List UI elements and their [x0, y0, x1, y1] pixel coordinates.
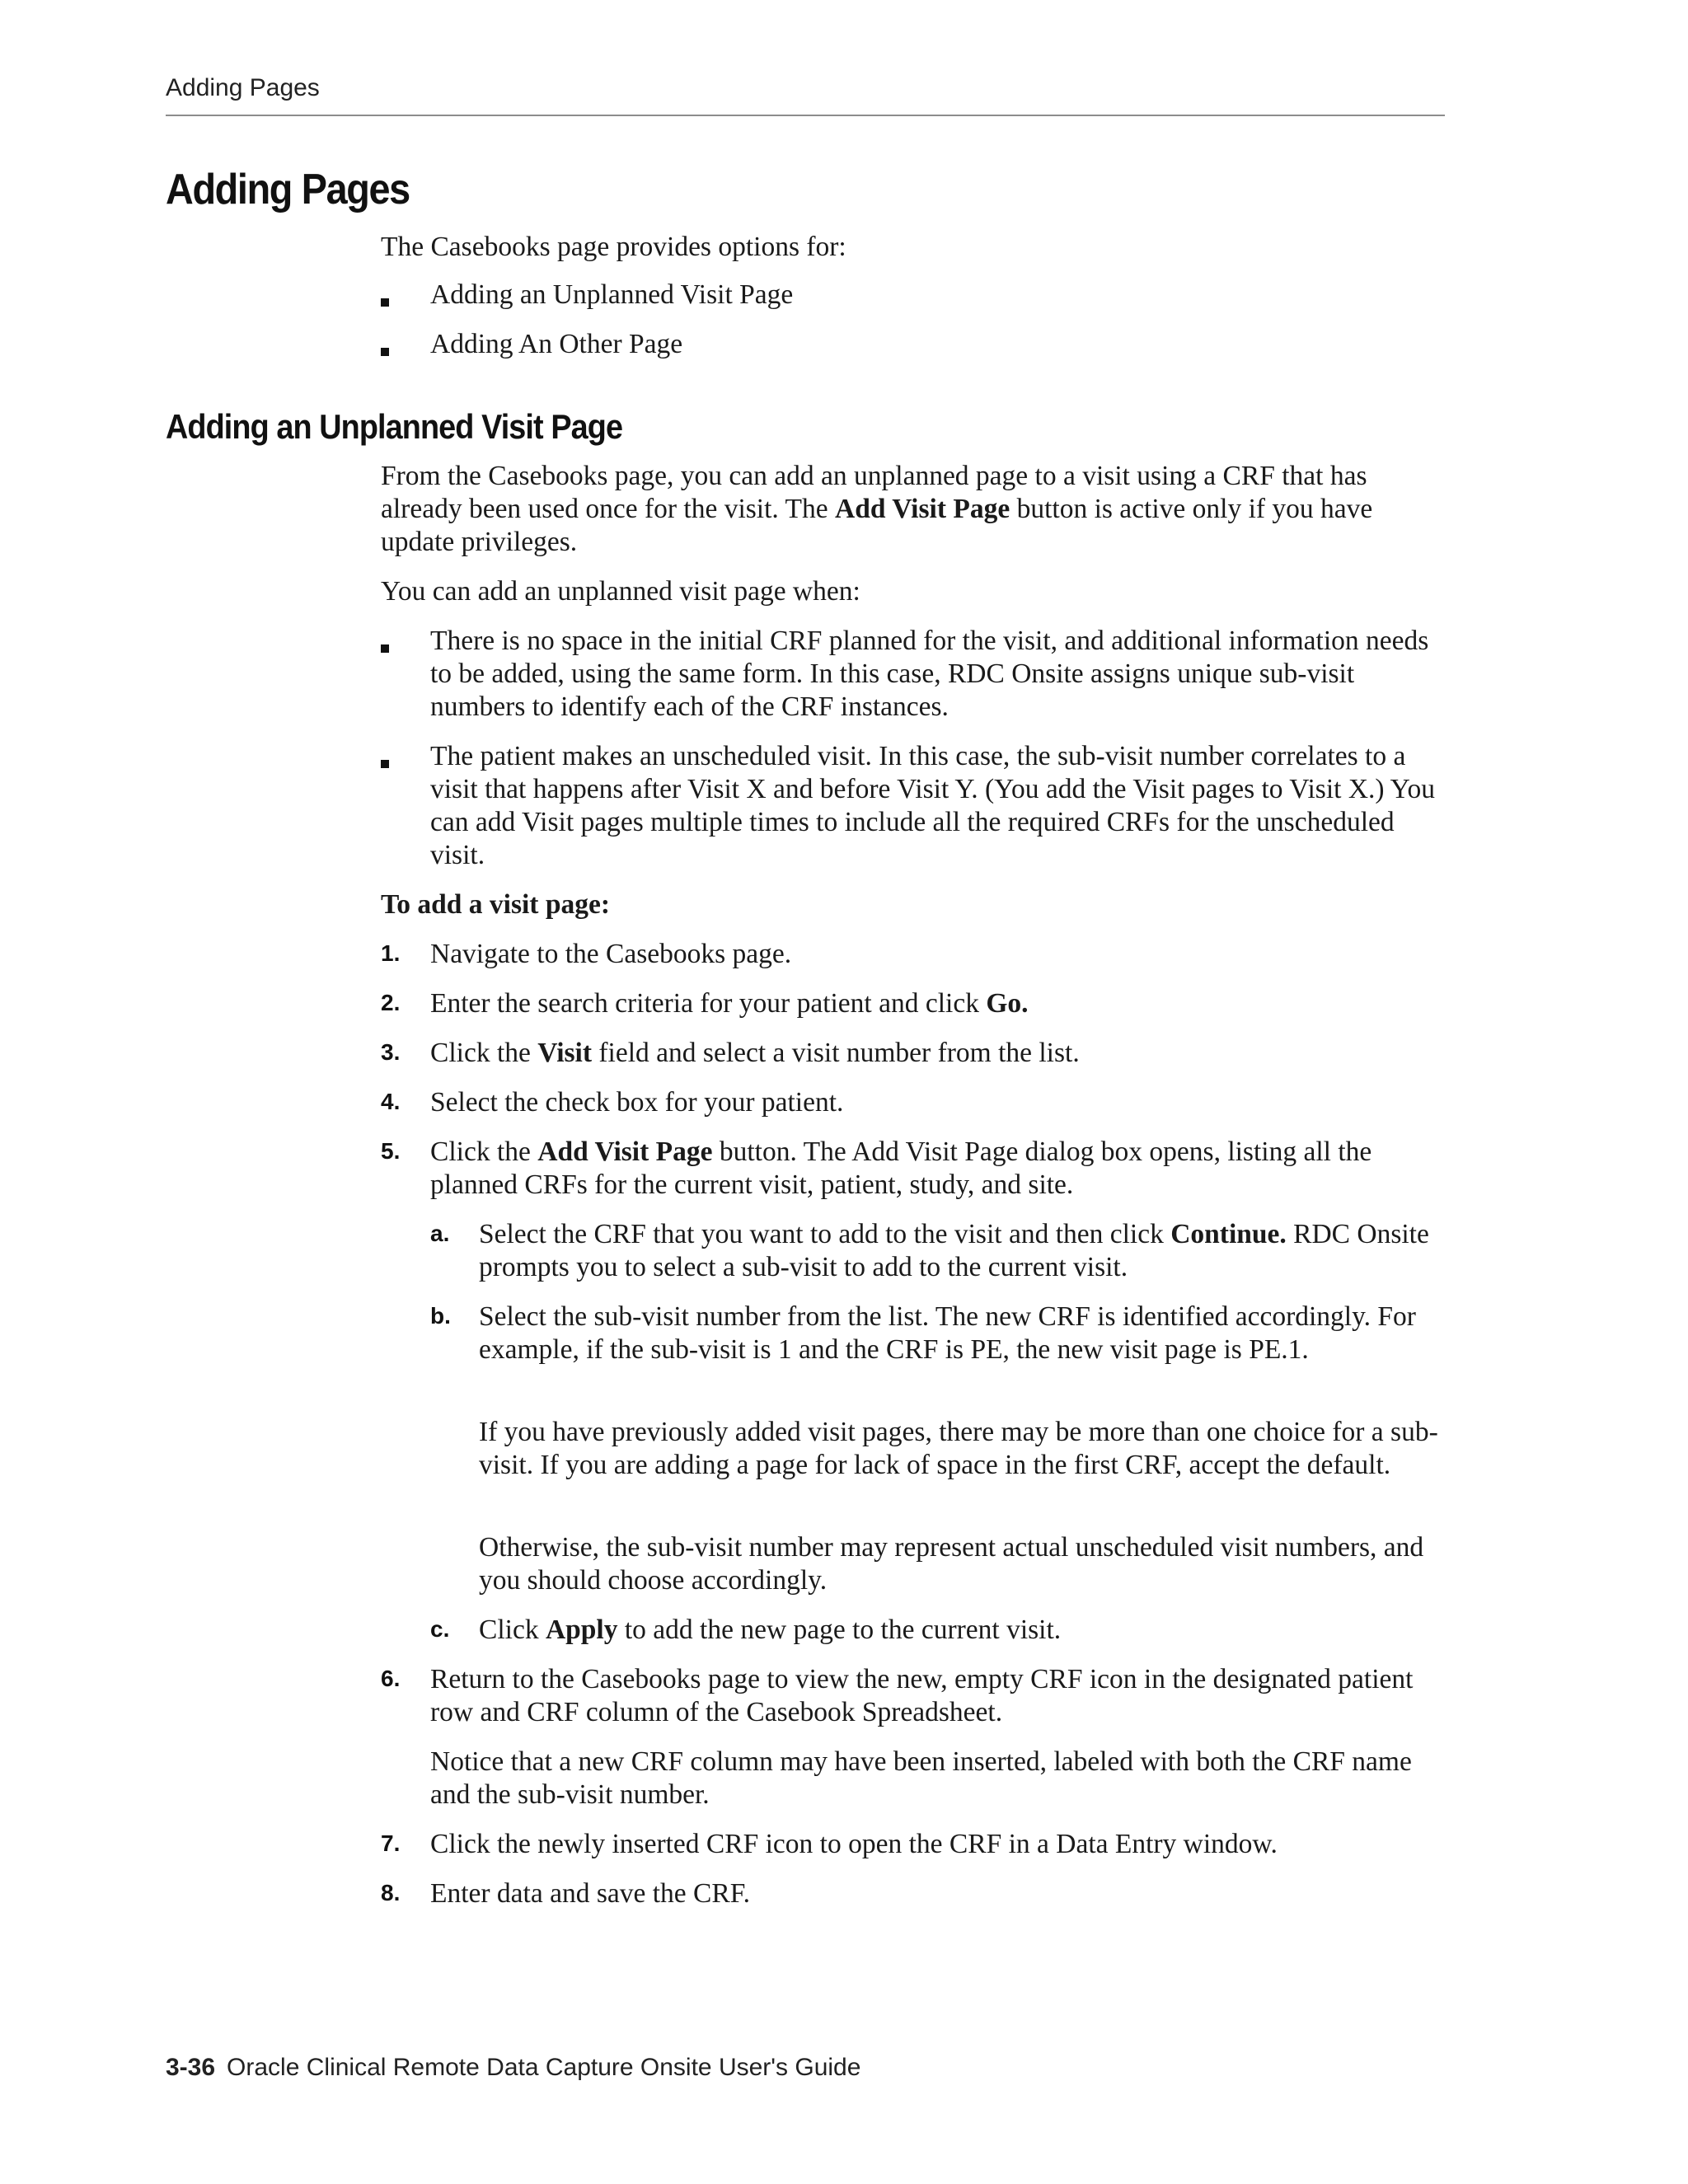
book-title: Oracle Clinical Remote Data Capture Onsite User's Guide — [227, 2054, 861, 2081]
step-number: 3. — [381, 1039, 401, 1065]
page-number: 3-36 — [166, 2054, 216, 2081]
bullet-marker — [381, 348, 389, 356]
substep-label: c. — [430, 1616, 450, 1642]
step-text: Navigate to the Casebooks page. — [430, 939, 792, 969]
bullet-marker — [381, 298, 389, 307]
step-number: 1. — [381, 940, 401, 966]
substep-label: a. — [430, 1221, 450, 1246]
page-footer — [166, 2054, 860, 2082]
bullet-marker — [381, 644, 389, 653]
step-text: Click the newly inserted CRF icon to open the CRF in a Data Entry window. — [430, 1829, 1278, 1859]
step-text: Click the Visit field and select a visit number from the list. — [430, 1038, 1080, 1068]
step-text: Select the check box for your patient. — [430, 1087, 844, 1118]
step-number: 2. — [381, 990, 401, 1015]
substep-text: Click Apply to add the new page to the current visit. — [479, 1615, 1062, 1645]
step-number: 6. — [381, 1666, 401, 1691]
step-number: 8. — [381, 1880, 401, 1905]
section-intro: The Casebooks page provides options for: — [381, 232, 846, 262]
bullet-item: The patient makes an unscheduled visit. In this case, the sub-visit number correlates to a visit that happens after Visit X and before Visit Y. (You add the Visit pages to Visit X.) You can add Visit pages multiple times to include all the required CRFs for the unscheduled visit. — [430, 741, 1436, 870]
section-title: Adding Pages — [166, 166, 410, 213]
substep-paragraph: If you have previously added visit pages, there may be more than one choice for a sub-visit. If you are adding a page for lack of space in the first CRF, accept the default. — [479, 1417, 1438, 1480]
step-text: Enter the search criteria for your patient and click Go. — [430, 988, 1029, 1019]
link-unplanned-visit-page[interactable]: Adding an Unplanned Visit Page — [430, 279, 794, 310]
step-text: Click the Add Visit Page button. The Add Visit Page dialog box opens, listing all the planned CRFs for the current visit, patient, study, and site. — [430, 1137, 1372, 1200]
bullet-marker — [381, 760, 389, 768]
bullet-item: There is no space in the initial CRF planned for the visit, and additional information needs to be added, using the same form. In this case, RDC Onsite assigns unique sub-visit numbers to identify each of the CRF instances. — [430, 626, 1429, 722]
paragraph-intro: From the Casebooks page, you can add an unplanned page to a visit using a CRF that has already been used once for the visit. The Add Visit Page button is active only if you have update privileges. — [381, 461, 1373, 557]
substep-text: Select the CRF that you want to add to the visit and then click Continue. RDC Onsite prompts you to select a sub-visit to add to the current visit. — [479, 1219, 1429, 1282]
substep-text: Select the sub-visit number from the list. The new CRF is identified accordingly. For example, if the sub-visit is 1 and the CRF is PE, the new visit page is PE.1. — [479, 1301, 1416, 1365]
step-text: Enter data and save the CRF. — [430, 1878, 751, 1909]
substep-label: b. — [430, 1303, 451, 1329]
step-number: 4. — [381, 1089, 401, 1114]
paragraph-when: You can add an unplanned visit page when: — [381, 576, 860, 607]
substep-paragraph: Otherwise, the sub-visit number may represent actual unscheduled visit numbers, and you should choose accordingly. — [479, 1532, 1424, 1596]
link-other-page[interactable]: Adding An Other Page — [430, 329, 683, 359]
subsection-title: Adding an Unplanned Visit Page — [166, 407, 623, 446]
step-number: 7. — [381, 1830, 401, 1856]
procedure-title: To add a visit page: — [381, 889, 610, 920]
step-number: 5. — [381, 1138, 401, 1164]
header-rule — [166, 115, 1445, 116]
step-paragraph: Notice that a new CRF column may have been inserted, labeled with both the CRF name and the sub-visit number. — [430, 1746, 1412, 1810]
running-header: Adding Pages — [166, 74, 320, 101]
step-text: Return to the Casebooks page to view the new, empty CRF icon in the designated patient row and CRF column of the Casebook Spreadsheet. — [430, 1664, 1414, 1727]
